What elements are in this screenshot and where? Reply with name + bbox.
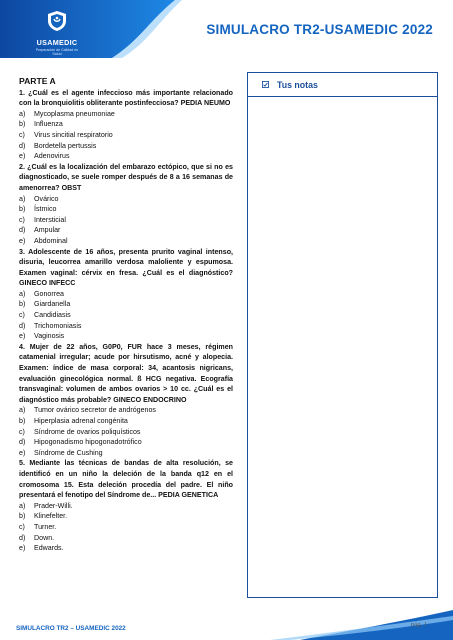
- option[interactable]: [19, 236, 233, 247]
- option-letter: a): [19, 194, 26, 203]
- option-letter: d): [19, 438, 26, 447]
- option-text: Síndrome de ovarios poliquísticos: [34, 427, 141, 436]
- option-text: Adenovirus: [34, 152, 70, 161]
- option[interactable]: [19, 405, 233, 416]
- option-text: Síndrome de Cushing: [34, 448, 103, 457]
- option-letter: b): [19, 120, 26, 129]
- option-letter: b): [19, 417, 26, 425]
- option-letter: c): [19, 522, 25, 531]
- option-letter: e): [19, 448, 26, 457]
- option[interactable]: [19, 437, 233, 448]
- option-text: Intersticial: [34, 215, 66, 224]
- option-letter: d): [19, 321, 26, 330]
- option-text: Ístmico: [34, 205, 57, 214]
- option[interactable]: [19, 533, 233, 544]
- notes-header: [248, 73, 437, 97]
- logo-text: USAMEDIC: [36, 38, 78, 47]
- logo-subtitle: Preparación de Calidad en Salud: [35, 47, 79, 56]
- option[interactable]: [19, 109, 233, 120]
- option-text: Giardanella: [34, 300, 71, 309]
- option-text: Mycoplasma pneumoniae: [34, 109, 115, 118]
- page-footer: [0, 610, 453, 640]
- option-text: Ovárico: [34, 194, 59, 203]
- footer-title: SIMULACRO TR2 – USAMEDIC 2022: [16, 625, 126, 632]
- option-letter: b): [19, 300, 26, 309]
- option-letter: e): [19, 544, 26, 553]
- question-text: 3. Adolescente de 16 años, presenta prurito vaginal intenso, disuria, leucorrea amarillo verdosa maloliente y espumosa. Examen vaginal: cérvix en fresa. ¿Cuál es el diagnóstico? GINECO INFECC: [19, 247, 233, 288]
- option-letter: c): [19, 215, 25, 224]
- option-letter: c): [19, 130, 25, 139]
- question-4: [19, 342, 233, 459]
- option[interactable]: [19, 331, 233, 342]
- question-5: [19, 458, 233, 553]
- page-title: SIMULACRO TR2-USAMEDIC 2022: [206, 22, 433, 37]
- option-text: Prader-Willi.: [34, 501, 73, 510]
- option[interactable]: [19, 511, 233, 522]
- option-letter: a): [19, 406, 26, 415]
- option-text: Turner.: [34, 522, 57, 531]
- option[interactable]: [19, 225, 233, 236]
- option-text: Down.: [34, 533, 55, 542]
- option-letter: a): [19, 109, 26, 118]
- question-text: 2. ¿Cuál es la localización del embarazo ectópico, que si no es diagnosticado, se suele romper después de 8 a 16 semanas de amenorrea? OBST: [19, 162, 233, 192]
- option-text: Virus sincitial respiratorio: [34, 130, 113, 139]
- option-text: Edwards.: [34, 544, 64, 553]
- option-text: Klinefelter.: [34, 512, 68, 521]
- option[interactable]: [19, 416, 233, 427]
- option-text: Abdominal: [34, 236, 68, 245]
- question-text: 1. ¿Cuál es el agente infeccioso más importante relacionado con la bronquiolitis obliterante postinfecciosa? PEDIA NEUMO: [19, 88, 233, 108]
- option-letter: b): [19, 205, 26, 214]
- option[interactable]: [19, 151, 233, 162]
- option-letter: a): [19, 289, 26, 298]
- option[interactable]: [19, 321, 233, 332]
- option-text: Vaginosis: [34, 332, 65, 341]
- option-text: Hiperplasia adrenal congénita: [34, 417, 128, 425]
- question-text: 4. Mujer de 22 años, G0P0, FUR hace 3 meses, régimen catamenial irregular; acude por hirsutismo, acné y alopecia. Examen: índice de masa corporal: 34, acantosis nigricans, evaluación ginecológica normal. ß HCG negativa. Ecografía transvaginal: volumen de ambos ovarios > 10 cc. ¿Cuál es el diagnóstico más probable? GINECO ENDOCRINO: [19, 342, 233, 404]
- option-text: Bordetella pertussis: [34, 141, 97, 150]
- shield-icon: [46, 10, 68, 32]
- option-text: Influenza: [34, 120, 63, 129]
- option-text: Candidiasis: [34, 311, 71, 320]
- option[interactable]: [19, 543, 233, 554]
- question-1: [19, 88, 233, 162]
- option[interactable]: [19, 299, 233, 310]
- option-text: Trichomoniasis: [34, 321, 82, 330]
- option[interactable]: [19, 522, 233, 533]
- option-letter: e): [19, 332, 26, 341]
- option-letter: c): [19, 427, 25, 436]
- usamedic-logo: [34, 10, 80, 56]
- option-text: Hipogonadismo hipogonadotrófico: [34, 438, 142, 447]
- option[interactable]: [19, 215, 233, 226]
- part-heading: PARTE A: [19, 76, 56, 86]
- option-letter: d): [19, 141, 26, 150]
- notes-title: Tus notas: [277, 79, 318, 90]
- option[interactable]: [19, 194, 233, 205]
- option[interactable]: [19, 501, 233, 512]
- notes-box[interactable]: [247, 72, 438, 598]
- checkbox-icon: [262, 81, 269, 88]
- questions-column: [19, 76, 233, 554]
- option-text: Ampular: [34, 226, 61, 235]
- option[interactable]: [19, 289, 233, 300]
- option[interactable]: [19, 141, 233, 152]
- option[interactable]: [19, 130, 233, 141]
- option-letter: c): [19, 311, 25, 320]
- option-letter: d): [19, 226, 26, 235]
- option-text: Gonorrea: [34, 289, 64, 298]
- question-text: 5. Mediante las técnicas de bandas de alta resolución, se identificó en un niño la deleción de la banda q12 en el cromosoma 15. Esta deleción procedía del padre. El niño presentará el fenotipo del Síndrome de... PEDIA GENETICA: [19, 459, 233, 500]
- option-text: Tumor ovárico secretor de andrógenos: [34, 406, 156, 415]
- page-number: pág. 1: [410, 621, 427, 628]
- option-letter: d): [19, 533, 26, 542]
- question-3: [19, 247, 233, 342]
- question-2: [19, 162, 233, 247]
- option[interactable]: [19, 310, 233, 321]
- option-letter: e): [19, 236, 26, 245]
- option-letter: e): [19, 152, 26, 161]
- option-letter: b): [19, 512, 26, 521]
- option[interactable]: [19, 204, 233, 215]
- option-letter: a): [19, 501, 26, 510]
- option[interactable]: [19, 448, 233, 459]
- option[interactable]: [19, 119, 233, 130]
- page-header: [0, 0, 453, 58]
- option[interactable]: [19, 427, 233, 438]
